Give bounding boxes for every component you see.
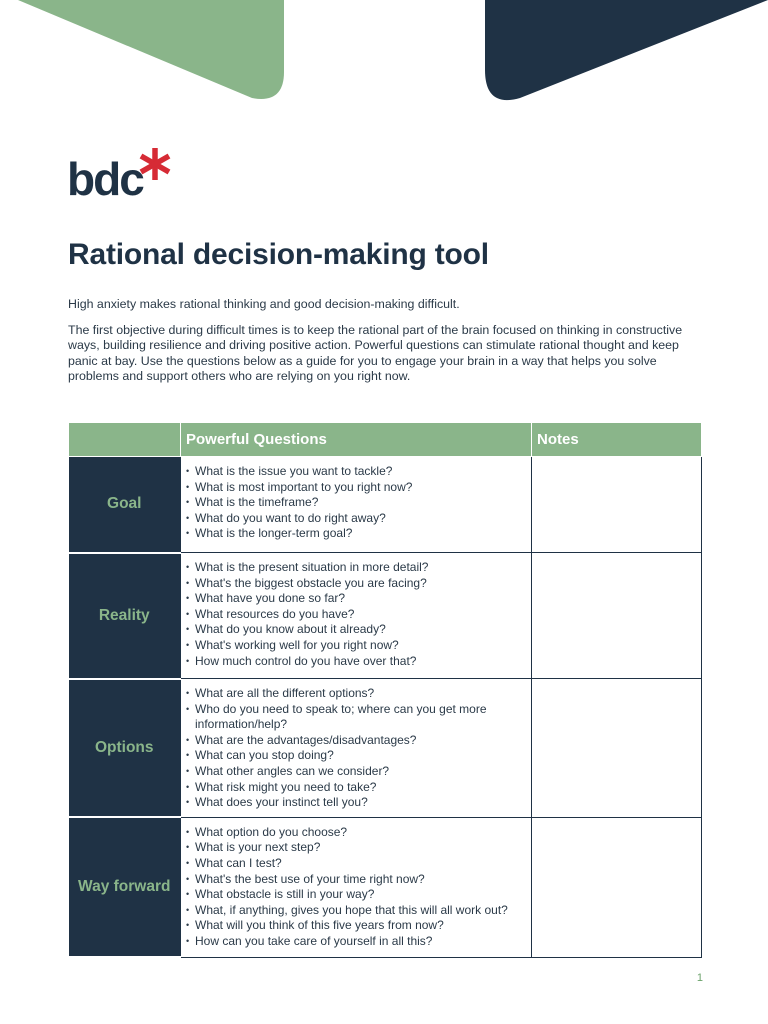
question-item: • What is the longer-term goal? <box>186 526 527 542</box>
question-item: • What is the timeframe? <box>186 495 527 511</box>
question-item: • What is the present situation in more detail? <box>186 560 527 576</box>
table-row <box>69 679 702 818</box>
row-label: Options <box>69 679 181 818</box>
question-item: • What is your next step? <box>186 840 527 856</box>
question-item: • What other angles can we consider? <box>186 764 527 780</box>
question-item: • What resources do you have? <box>186 607 527 623</box>
intro-paragraph-2: The first objective during difficult times is to keep the rational part of the brain focused on thinking in constructive ways, building resilience and driving positive action. Powerful questions can stimulate rational thought and keep panic at bay. Use the questions below as a guide for you to engage your brain in a way that helps you solve problems and support others who are relying on you right now. <box>68 322 683 384</box>
questions-cell <box>181 817 532 957</box>
question-item: • What can you stop doing? <box>186 748 527 764</box>
header-decoration <box>0 0 768 110</box>
notes-cell[interactable] <box>532 553 702 679</box>
question-item: • How much control do you have over that? <box>186 654 527 670</box>
question-item: • What option do you choose? <box>186 825 527 841</box>
questions-cell <box>181 457 532 553</box>
question-list <box>186 560 527 669</box>
green-banner-shape <box>18 0 284 99</box>
table-row <box>69 553 702 679</box>
table-row <box>69 457 702 553</box>
questions-cell <box>181 553 532 679</box>
intro-text <box>68 297 700 395</box>
row-label: Way forward <box>69 817 181 957</box>
navy-banner-shape <box>485 0 768 100</box>
question-item: • What do you know about it already? <box>186 622 527 638</box>
question-item: • What are all the different options? <box>186 686 527 702</box>
page-number: 1 <box>696 972 703 984</box>
question-item: • What can I test? <box>186 856 527 872</box>
notes-cell[interactable] <box>532 817 702 957</box>
question-item: • What do you want to do right away? <box>186 511 527 527</box>
question-item: • What, if anything, gives you hope that this will all work out? <box>186 903 527 919</box>
question-item: • What have you done so far? <box>186 591 527 607</box>
question-list <box>186 686 527 811</box>
header-notes: Notes <box>532 423 702 457</box>
questions-table <box>68 422 702 958</box>
page-title: Rational decision-making tool <box>68 238 489 271</box>
asterisk-icon <box>137 146 173 182</box>
header-blank <box>69 423 181 457</box>
question-item: • What obstacle is still in your way? <box>186 887 527 903</box>
row-label: Goal <box>69 457 181 553</box>
question-item: • What's working well for you right now? <box>186 638 527 654</box>
question-item: • What is the issue you want to tackle? <box>186 464 527 480</box>
question-item: • What risk might you need to take? <box>186 780 527 796</box>
logo-wordmark: bdc <box>67 153 143 205</box>
question-item: • What are the advantages/disadvantages? <box>186 733 527 749</box>
bdc-logo <box>67 146 177 206</box>
table-header-row <box>69 423 702 457</box>
notes-cell[interactable] <box>532 679 702 818</box>
header-powerful-questions: Powerful Questions <box>181 423 532 457</box>
question-list <box>186 464 527 542</box>
notes-cell[interactable] <box>532 457 702 553</box>
question-item: • What's the biggest obstacle you are facing? <box>186 576 527 592</box>
table-row <box>69 817 702 957</box>
row-label: Reality <box>69 553 181 679</box>
question-item: • Who do you need to speak to; where can you get more information/help? <box>186 702 527 733</box>
intro-paragraph-1: High anxiety makes rational thinking and good decision-making difficult. <box>68 297 460 311</box>
question-item: • What will you think of this five years from now? <box>186 918 527 934</box>
question-item: • How can you take care of yourself in all this? <box>186 934 527 950</box>
question-item: • What does your instinct tell you? <box>186 795 527 811</box>
questions-cell <box>181 679 532 818</box>
question-item: • What's the best use of your time right now? <box>186 872 527 888</box>
question-list <box>186 825 527 950</box>
question-item: • What is most important to you right now? <box>186 480 527 496</box>
